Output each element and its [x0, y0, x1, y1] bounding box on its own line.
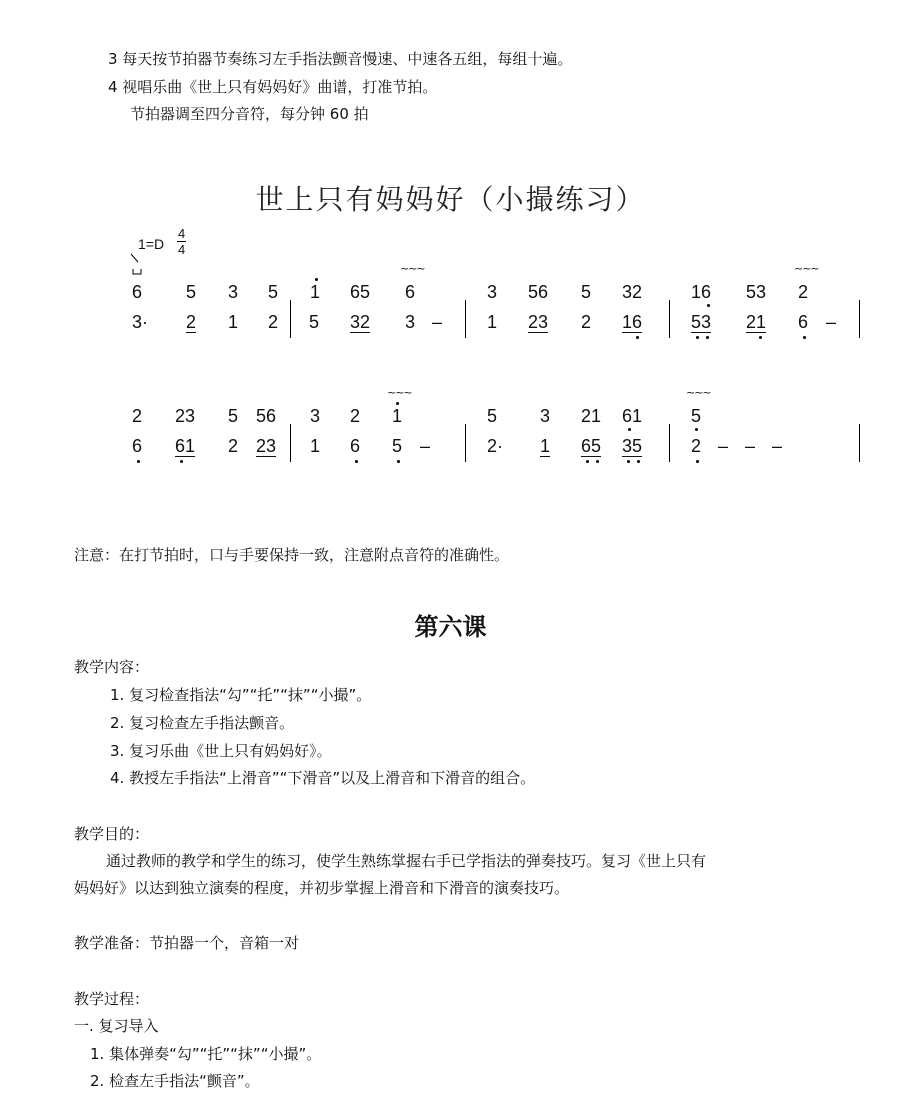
note: 53 — [691, 312, 712, 332]
note: 16 — [622, 312, 643, 332]
high-octave-dot — [396, 402, 399, 405]
note: 2· — [487, 436, 504, 456]
note: 53 — [746, 282, 767, 302]
note: 5 — [487, 406, 498, 426]
note: 32 — [350, 312, 371, 332]
content-item: 1. 复习检查指法“勾”“托”“抹”“小撮”。 — [110, 686, 372, 704]
low-octave-dot — [180, 460, 183, 463]
low-octave-dot — [137, 460, 140, 463]
note: 6 — [350, 436, 361, 456]
time-signature-bottom: 4 — [178, 242, 186, 257]
note: 2 — [268, 312, 279, 332]
note: 5 — [691, 406, 702, 426]
process-item: 1. 集体弹奏“勾”“托”“抹”“小撮”。 — [90, 1045, 322, 1063]
content-item: 4. 教授左手指法“上滑音”“下滑音”以及上滑音和下滑音的组合。 — [110, 769, 536, 787]
note: 3 — [405, 312, 416, 332]
bar-line — [290, 424, 291, 462]
note: 23 — [528, 312, 549, 332]
low-octave-dot — [586, 460, 589, 463]
note: 2 — [132, 406, 143, 426]
low-octave-dot — [707, 304, 710, 307]
note: 2 — [798, 282, 809, 302]
note: – — [420, 436, 431, 456]
note: 3 — [487, 282, 498, 302]
trill-icon: ~~~ — [686, 386, 711, 399]
note: 6 — [132, 282, 143, 302]
note: 6 — [798, 312, 809, 332]
content-item: 3. 复习乐曲《世上只有妈妈好》。 — [110, 742, 332, 760]
low-octave-dot — [695, 428, 698, 431]
bar-line — [669, 300, 670, 338]
high-octave-dot — [315, 278, 318, 281]
process-section-1: 一. 复习导入 — [74, 1017, 159, 1035]
low-octave-dot — [397, 460, 400, 463]
bar-line — [859, 424, 860, 462]
key-signature: 1=D — [138, 236, 165, 252]
note: 21 — [746, 312, 767, 332]
note: 32 — [622, 282, 643, 302]
note: 5 — [309, 312, 320, 332]
note: 35 — [622, 436, 643, 456]
low-octave-dot — [706, 336, 709, 339]
note: – — [718, 436, 729, 456]
process-label: 教学过程： — [74, 990, 150, 1008]
note: 3 — [228, 282, 239, 302]
low-octave-dot — [628, 428, 631, 431]
note: 1 — [487, 312, 498, 332]
process-item: 2. 检查左手指法“颤音”。 — [90, 1072, 260, 1090]
note: 5 — [228, 406, 239, 426]
low-octave-dot — [696, 336, 699, 339]
metronome-setting: 节拍器调至四分音符，每分钟 60 拍 — [130, 105, 369, 123]
goal-label: 教学目的： — [74, 825, 150, 843]
low-octave-dot — [696, 460, 699, 463]
goal-text-line1: 通过教师的教学和学生的练习，使学生熟练掌握右手已学指法的弹奏技巧。复习《世上只有 — [106, 852, 707, 870]
note: 2 — [228, 436, 239, 456]
trill-icon: ~~~ — [387, 386, 412, 399]
note: 2 — [350, 406, 361, 426]
note: 5 — [392, 436, 403, 456]
bar-line — [290, 300, 291, 338]
low-octave-dot — [759, 336, 762, 339]
note: – — [745, 436, 756, 456]
practice-item-4: 4 视唱乐曲《世上只有妈妈好》曲谱，打准节拍。 — [108, 78, 438, 96]
note: 6 — [132, 436, 143, 456]
note: 5 — [186, 282, 197, 302]
low-octave-dot — [636, 336, 639, 339]
note: 61 — [175, 436, 196, 456]
time-signature — [177, 226, 186, 257]
low-octave-dot — [637, 460, 640, 463]
note: 1 — [310, 282, 321, 302]
note: 56 — [528, 282, 549, 302]
low-octave-dot — [596, 460, 599, 463]
content-label: 教学内容： — [74, 658, 150, 676]
note: 23 — [256, 436, 277, 456]
note: 3· — [132, 312, 149, 332]
note: 3 — [540, 406, 551, 426]
content-item: 2. 复习检查左手指法颤音。 — [110, 714, 295, 732]
note: 5 — [268, 282, 279, 302]
note: 3 — [310, 406, 321, 426]
time-signature-top: 4 — [178, 226, 186, 241]
preparation: 教学准备：节拍器一个，音箱一对 — [74, 934, 300, 952]
note: 21 — [581, 406, 602, 426]
stroke-mark-icon — [130, 252, 146, 278]
note: 61 — [622, 406, 643, 426]
practice-item-3: 3 每天按节拍器节奏练习左手指法颤音慢速、中速各五组，每组十遍。 — [108, 50, 573, 68]
note: 1 — [228, 312, 239, 332]
note: 65 — [581, 436, 602, 456]
note: 1 — [540, 436, 551, 456]
bar-line — [465, 300, 466, 338]
lesson-title: 第六课 — [414, 612, 487, 641]
song-title: 世上只有妈妈好（小撮练习） — [255, 183, 646, 216]
note: 23 — [175, 406, 196, 426]
practice-note: 注意：在打节拍时，口与手要保持一致，注意附点音符的准确性。 — [74, 546, 510, 564]
note: 5 — [581, 282, 592, 302]
note: – — [772, 436, 783, 456]
bar-line — [465, 424, 466, 462]
note: 2 — [186, 312, 197, 332]
bar-line — [859, 300, 860, 338]
note: 1 — [310, 436, 321, 456]
low-octave-dot — [355, 460, 358, 463]
note: – — [826, 312, 837, 332]
note: 16 — [691, 282, 712, 302]
goal-text-line2: 妈妈好》以达到独立演奏的程度，并初步掌握上滑音和下滑音的演奏技巧。 — [74, 879, 570, 897]
note: – — [432, 312, 443, 332]
low-octave-dot — [627, 460, 630, 463]
low-octave-dot — [803, 336, 806, 339]
note: 6 — [405, 282, 416, 302]
bar-line — [669, 424, 670, 462]
trill-icon: ~~~ — [400, 262, 425, 275]
note: 2 — [581, 312, 592, 332]
note: 56 — [256, 406, 277, 426]
trill-icon: ~~~ — [794, 262, 819, 275]
note: 1 — [392, 406, 403, 426]
note: 65 — [350, 282, 371, 302]
note: 2 — [691, 436, 702, 456]
